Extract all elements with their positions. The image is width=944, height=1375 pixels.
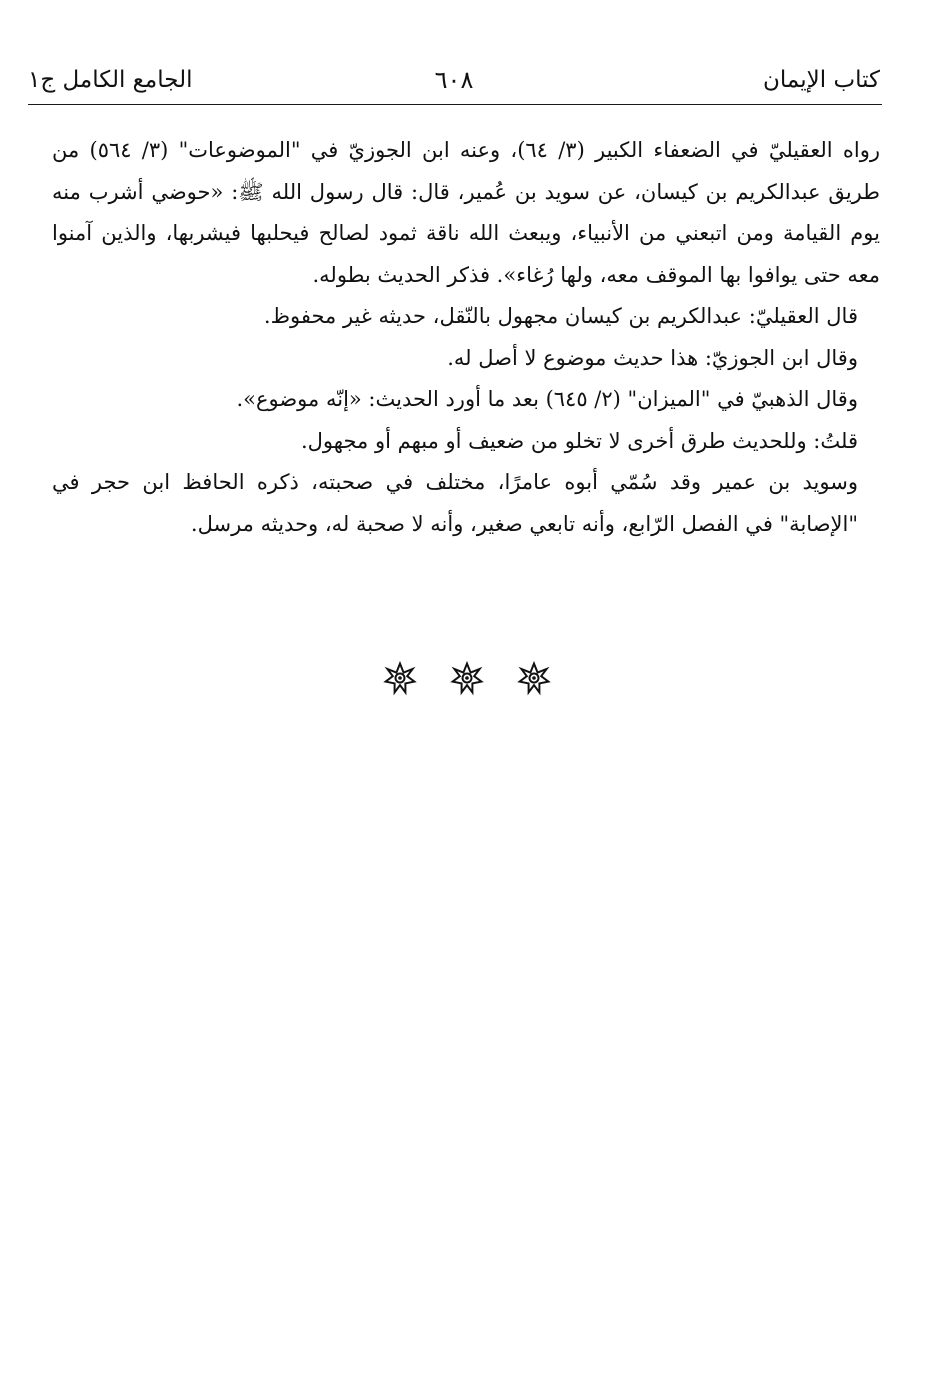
- star-ornament-icon: [516, 660, 552, 696]
- paragraph-uqayli-verdict: قال العقيليّ: عبدالكريم بن كيسان مجهول بالنّقل، حديثه غير محفوظ.: [263, 304, 858, 328]
- paragraph-narrator-note: وسويد بن عمير وقد سُمّي أبوه عامرًا، مختلف في صحبته، ذكره الحافظ ابن حجر في "الإصابة" في الفصل الرّابع، وأنه تابعي صغير، وأنه لا صحبة له، وحديثه مرسل.: [52, 470, 858, 536]
- paragraph-hadith-source: رواه العقيليّ في الضعفاء الكبير (٣/ ٦٤)، وعنه ابن الجوزيّ في "الموضوعات" (٣/ ٥٦٤) من طريق عبدالكريم بن كيسان، عن سويد بن عُمير، قال: قال رسول الله ﷺ: «حوضي أشرب منه يوم القيامة ومن اتبعني من الأنبياء، ويبعث الله ناقة ثمود لصالح فيحلبها فيشربها، والذين آمنوا معه حتى يوافوا بها الموقف معه، ولها رُغاء». فذكر الحديث بطوله.: [52, 138, 880, 287]
- paragraph-dhahabi-verdict: وقال الذهبيّ في "الميزان" (٢/ ٦٤٥) بعد ما أورد الحديث: «إنّه موضوع».: [236, 387, 858, 411]
- page-number: ٦٠٨: [434, 66, 474, 94]
- paragraph-author-note: قلتُ: وللحديث طرق أخرى لا تخلو من ضعيف أو مبهم أو مجهول.: [301, 428, 858, 453]
- header-divider: [28, 104, 882, 105]
- section-end-ornaments: [382, 658, 552, 698]
- page-header: [28, 62, 880, 102]
- body-text: [52, 130, 880, 545]
- paragraph-ibn-jawzi-verdict: وقال ابن الجوزيّ: هذا حديث موضوع لا أصل له.: [447, 345, 858, 370]
- running-head-volume-title: الجامع الكامل ج١: [28, 67, 193, 93]
- star-ornament-icon: [382, 660, 418, 696]
- star-ornament-icon: [449, 660, 485, 696]
- running-head-book-title: كتاب الإيمان: [763, 67, 880, 93]
